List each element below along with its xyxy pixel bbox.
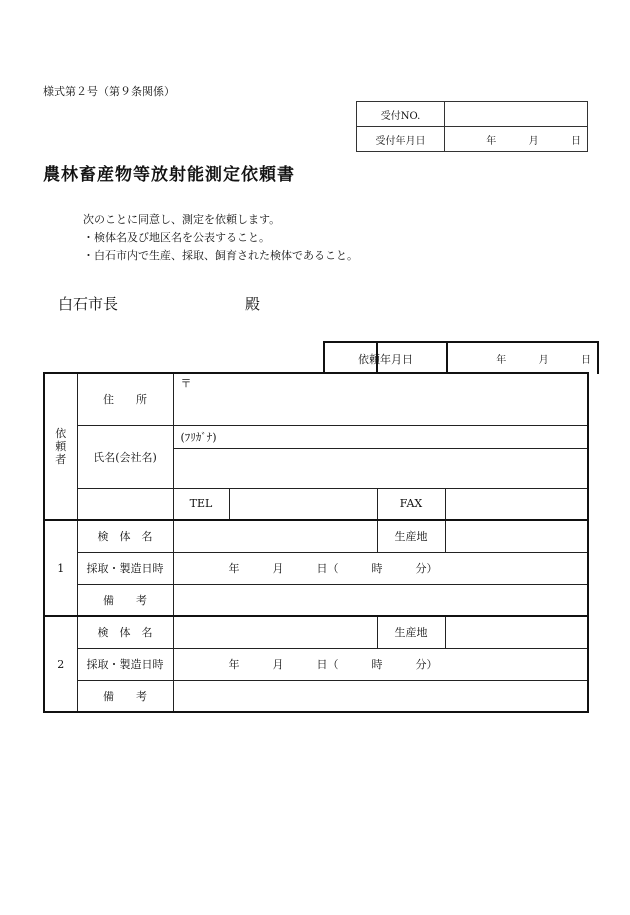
address-label: 住 所 (77, 373, 173, 425)
reception-day-label: 日 (571, 135, 581, 147)
fax-field[interactable] (445, 488, 588, 520)
name-field[interactable] (173, 448, 588, 488)
request-date-field[interactable] (447, 342, 598, 374)
request-form-table (43, 341, 589, 713)
recipient-name: 白石市長 (58, 295, 119, 313)
origin-label: 生産地 (377, 520, 445, 552)
sample-index: 1 (44, 520, 77, 616)
name-label: 氏名(会社名) (77, 425, 173, 488)
tel-field[interactable] (229, 488, 377, 520)
requester-group-label: 依 頼 者 (44, 373, 77, 520)
consent-item: ・検体名及び地区名を公表すること。 (83, 231, 270, 244)
reception-year-label: 年 (486, 135, 497, 147)
reception-date-label: 受付年月日 (357, 127, 445, 152)
sample-index: 2 (44, 616, 77, 712)
collection-date-label: 採取・製造日時 (77, 648, 173, 680)
reception-box (356, 101, 588, 152)
sample-name-label: 検 体 名 (77, 616, 173, 648)
sample-name-field[interactable] (173, 616, 377, 648)
request-date-label: 依頼年月日 (324, 342, 447, 374)
tel-label: TEL (173, 488, 229, 520)
collection-date-field[interactable]: 年 月 日（ 時 分） (173, 648, 588, 680)
postal-mark: 〒 (180, 377, 192, 390)
remarks-field[interactable] (173, 680, 588, 712)
collection-date-label: 採取・製造日時 (77, 552, 173, 584)
collection-date-field[interactable]: 年 月 日（ 時 分） (173, 552, 588, 584)
request-year-label: 年 (496, 355, 507, 366)
sample-name-field[interactable] (173, 520, 377, 552)
origin-field[interactable] (445, 616, 588, 648)
tel-spacer (77, 488, 173, 520)
fax-label: FAX (377, 488, 445, 520)
origin-field[interactable] (445, 520, 588, 552)
furigana-label: (ﾌﾘｶﾞﾅ) (180, 430, 217, 444)
request-month-label: 月 (538, 355, 549, 366)
reception-no-label: 受付NO. (357, 102, 445, 127)
page-title: 農林畜産物等放射能測定依頼書 (43, 165, 295, 185)
address-field[interactable] (173, 373, 588, 425)
furigana-field[interactable] (173, 425, 588, 448)
origin-label: 生産地 (377, 616, 445, 648)
request-day-label: 日 (581, 355, 591, 366)
remarks-label: 備 考 (77, 584, 173, 616)
remarks-label: 備 考 (77, 680, 173, 712)
reception-no-field[interactable] (445, 102, 588, 127)
remarks-field[interactable] (173, 584, 588, 616)
consent-text (83, 211, 358, 265)
recipient-honorific: 殿 (245, 295, 261, 313)
form-number: 様式第２号（第９条関係） (43, 85, 175, 98)
request-date-box (323, 341, 599, 374)
consent-item: ・白石市内で生産、採取、飼育された検体であること。 (83, 249, 358, 262)
consent-intro: 次のことに同意し、測定を依頼します。 (83, 213, 281, 226)
reception-date-field[interactable] (445, 127, 588, 152)
reception-month-label: 月 (528, 135, 539, 147)
sample-name-label: 検 体 名 (77, 520, 173, 552)
